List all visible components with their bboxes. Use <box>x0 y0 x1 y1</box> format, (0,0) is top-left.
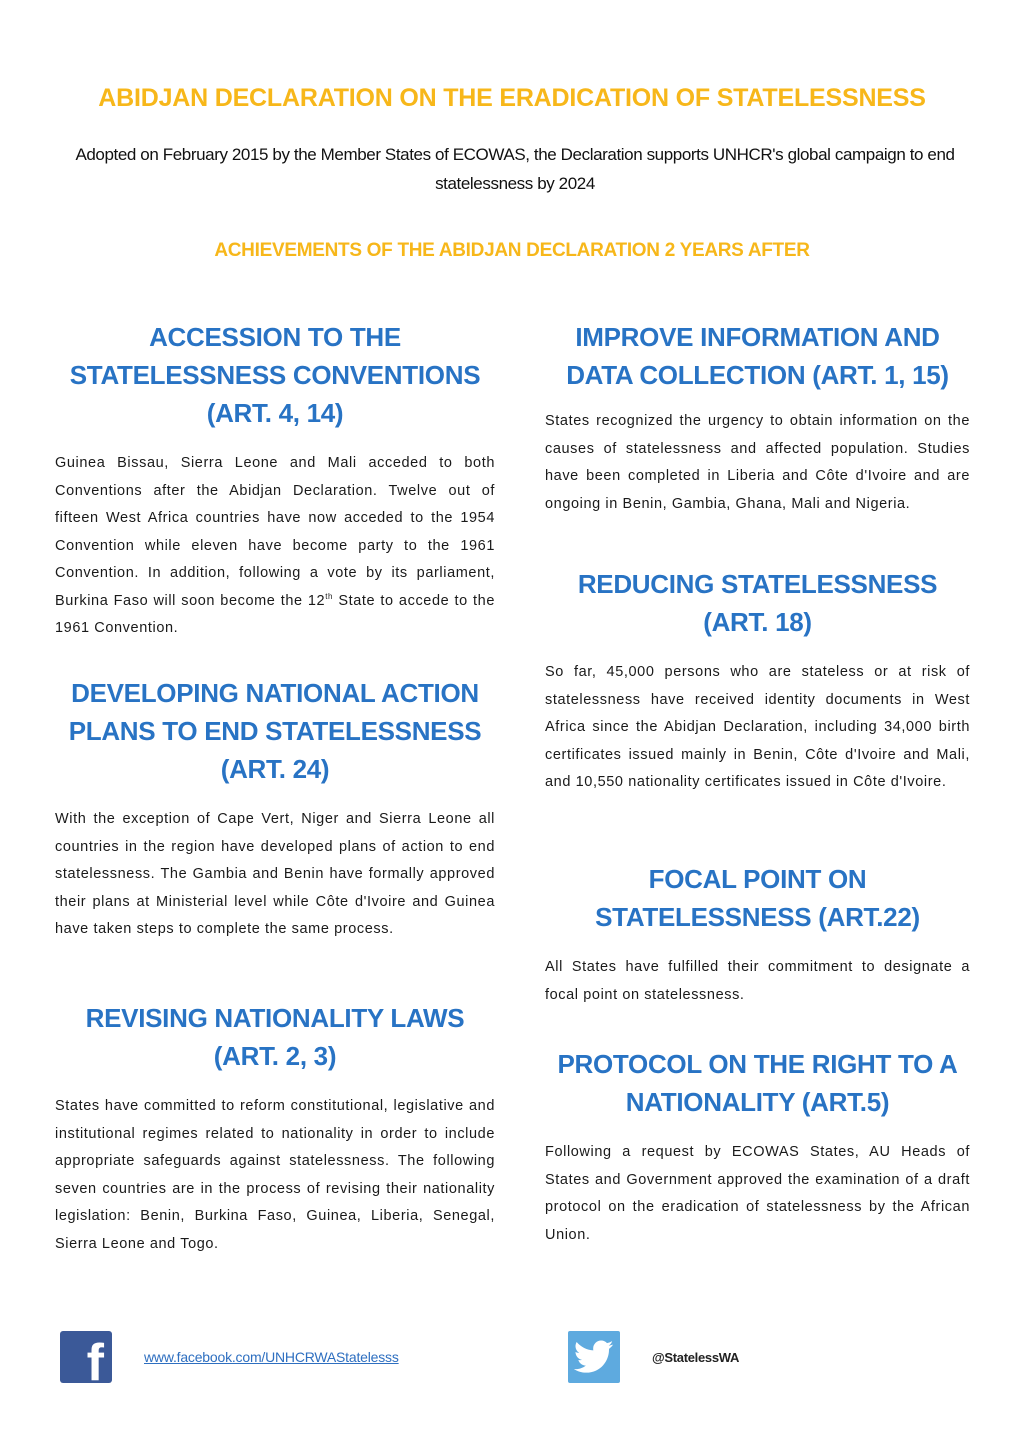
section-body: States recognized the urgency to obtain information on the causes of statelessness and affected population. Studies have been completed in Liberia and Côte d'Ivoire and are ongoing in Benin, Gambia, Ghana, Mali and Nigeria. <box>545 413 970 512</box>
achievements-heading: ACHIEVEMENTS OF THE ABIDJAN DECLARATION 2 YEARS AFTER <box>214 240 810 261</box>
section-accession <box>55 318 495 643</box>
section-heading: REDUCING STATELESSNESS (ART. 18) <box>577 569 938 637</box>
section-body: Guinea Bissau, Sierra Leone and Mali acceded to both Conventions after the Abidjan Declaration. Twelve out of fifteen West Africa countries have now acceded to the 1954 Convention while eleven have become party to the 1961 Convention. In addition, following a vote by its parliament, Burkina Faso will soon become the 12th State to accede to the 1961 Convention. <box>55 455 495 636</box>
section-body: With the exception of Cape Vert, Niger and Sierra Leone all countries in the region have developed plans of action to end statelessness. The Gambia and Benin have formally approved their plans at Ministerial level while Côte d'Ivoire and Guinea have taken steps to complete the same process. <box>55 811 495 937</box>
twitter-handle[interactable]: @StatelessWA <box>652 1349 740 1365</box>
facebook-link[interactable]: www.facebook.com/UNHCRWAStatelesss <box>144 1349 399 1365</box>
section-body: Following a request by ECOWAS States, AU Heads of States and Government approved the examination of a draft protocol on the eradication of statelessness by the African Union. <box>545 1144 970 1243</box>
section-body: States have committed to reform constitutional, legislative and institutional regimes related to nationality in order to include appropriate safeguards against statelessness. The following seven countries are in the process of revising their nationality legislation: Benin, Burkina Faso, Guinea, Liberia, Senegal, Sierra Leone and Togo. <box>55 1098 495 1252</box>
section-body: All States have fulfilled their commitment to designate a focal point on statelessness. <box>545 959 970 1003</box>
section-reducing-statelessness <box>545 565 970 797</box>
facebook-icon[interactable]: f <box>60 1331 112 1383</box>
section-heading: IMPROVE INFORMATION AND DATA COLLECTION (ART. 1, 15) <box>566 322 949 390</box>
twitter-footer <box>568 1331 739 1383</box>
section-protocol <box>545 1045 970 1249</box>
document-title: ABIDJAN DECLARATION ON THE ERADICATION OF STATELESSNESS <box>98 84 926 112</box>
twitter-bird-icon[interactable] <box>568 1331 620 1383</box>
twitter-bird-glyph <box>574 1340 614 1374</box>
section-focal-point <box>545 860 970 1009</box>
document-subtitle: Adopted on February 2015 by the Member States of ECOWAS, the Declaration supports UNHCR's global campaign to end statelessness by 2024 <box>75 145 955 193</box>
section-nationality-laws <box>55 999 495 1258</box>
section-body: So far, 45,000 persons who are stateless or at risk of statelessness have received identity documents in West Africa since the Abidjan Declaration, including 34,000 birth certificates issued mainly in Benin, Côte d'Ivoire and Mali, and 10,550 nationality certificates issued in Côte d'Ivoire. <box>545 664 970 790</box>
section-action-plans <box>55 674 495 944</box>
section-heading: ACCESSION TO THE STATELESSNESS CONVENTIONS (ART. 4, 14) <box>69 322 481 428</box>
section-heading: PROTOCOL ON THE RIGHT TO A NATIONALITY (ART.5) <box>557 1049 958 1117</box>
facebook-footer <box>60 1331 399 1383</box>
section-heading: REVISING NATIONALITY LAWS (ART. 2, 3) <box>85 1003 465 1071</box>
section-heading: DEVELOPING NATIONAL ACTION PLANS TO END STATELESSNESS (ART. 24) <box>68 678 482 784</box>
section-data-collection <box>545 318 970 518</box>
section-heading: FOCAL POINT ON STATELESSNESS (ART.22) <box>595 864 920 932</box>
